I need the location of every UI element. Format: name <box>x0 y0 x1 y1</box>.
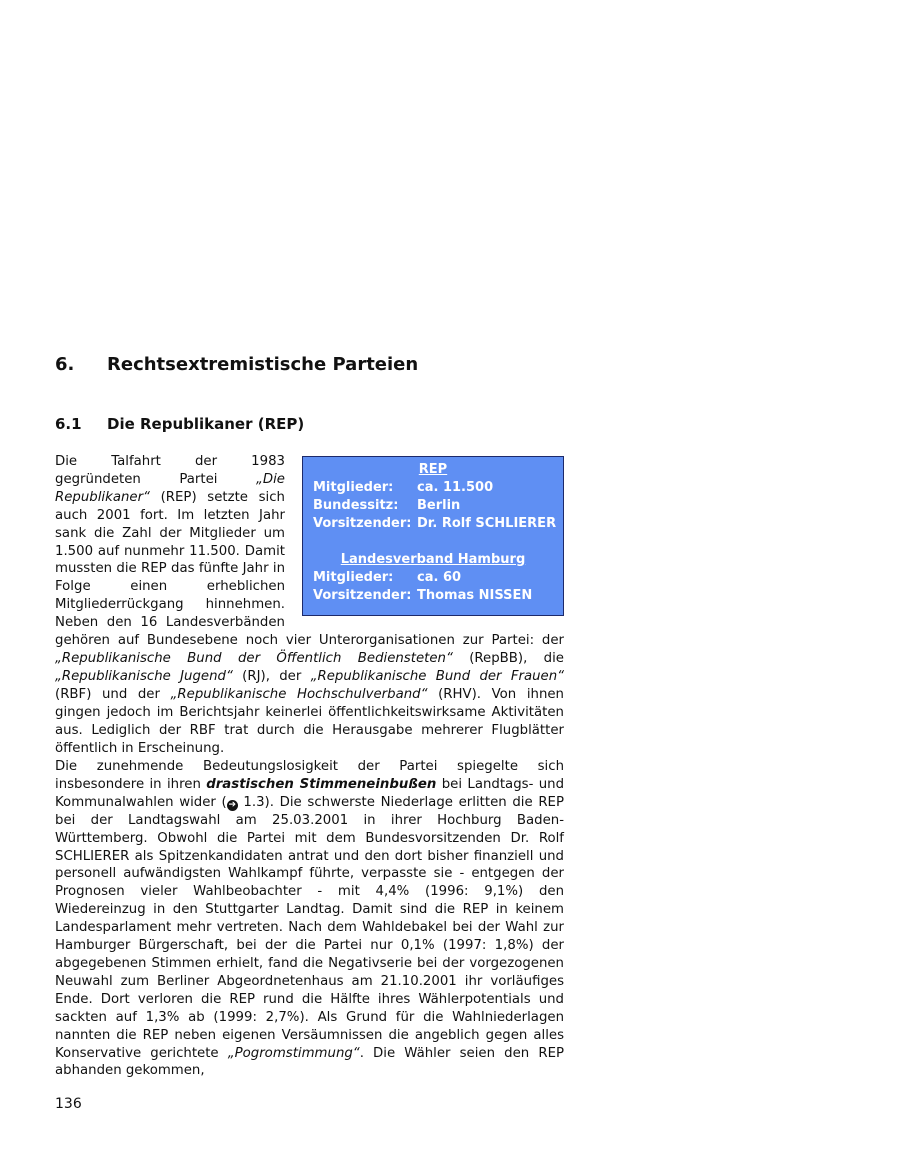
info-label: Mitglieder: <box>313 480 394 495</box>
organisation-name: „Republikanische Bund der Frauen“ <box>310 668 565 684</box>
info-row <box>313 515 563 533</box>
info-box-subtitle: Landesverband Hamburg <box>340 552 526 567</box>
emphasis: drastischen Stimmeneinbußen <box>206 776 437 792</box>
organisation-name: „Republikanische Hochschulverband“ <box>170 686 428 702</box>
info-box-title: REP <box>418 462 448 477</box>
info-box-spacer <box>313 533 563 551</box>
text-run: (RHV). Von ihnen gingen jedoch im Berichtsjahr keinerlei öffentlichkeitswirksame Aktivitäten aus. Lediglich der RBF trat durch die Herausgabe mehrerer Flugblätter öffentlich in Erscheinung. <box>55 686 564 756</box>
paragraph-2-text <box>55 758 564 1080</box>
paragraph-1 <box>55 453 564 757</box>
arrow-circle-icon: ➔ <box>228 799 236 810</box>
info-value: ca. 60 <box>417 570 462 585</box>
info-value: ca. 11.500 <box>417 480 494 495</box>
text-run: ). Die schwerste Niederlage erlitten die REP bei der Landtagswahl am 25.03.2001 in ihrer Hochburg Baden-Württemberg. Obwohl die Partei mit dem Bundesvorsitzenden Dr. Rolf SCHLIERER als Spitzenkandidaten antrat und den dort bisher finanziell und personell aufwändigsten Wahlkampf führte, verpasste sie - entgegen der Prognosen vieler Wahlbeobachter - mit 4,4% (1996: 9,1%) den Wiedereinzug in den Stuttgarter Landtag. Damit sind die REP in keinem Landesparlament mehr vertreten. Nach dem Wahldebakel bei der Wahl zur Hamburger Bürgerschaft, bei der die Partei nur 0,1% (1997: 1,8%) der abgegebenen Stimmen erhielt, fand die Negativserie bei der vorgezogenen Neuwahl zum Berliner Abgeordnetenhaus am 21.10.2001 ihr vorläufiges Ende. Dort verloren die REP rund die Hälfte ihres Wählerpotentials und sackten auf 1,3% ab (1999: 2,7%). Als Grund für die Wahlniederlagen nannten die REP neben eigenen Versäumnissen die angeblich gegen alles Konservative gerichtete <box>55 794 564 1061</box>
text-run: (RJ), der <box>232 668 311 684</box>
section-number: 6.1 <box>55 415 82 433</box>
organisation-name: „Republikanische Jugend“ <box>55 668 233 684</box>
info-label: Bundessitz: <box>313 498 399 513</box>
text-run: . Die Wähler seien den REP abhanden gekommen, <box>55 1045 564 1079</box>
text-run: (RepBB), die <box>452 650 564 666</box>
cross-reference[interactable]: 1.3 <box>243 794 265 810</box>
chapter-title: Rechtsextremistische Parteien <box>107 354 419 375</box>
info-row <box>313 587 563 605</box>
party-name: „Die Republikaner“ <box>55 471 285 505</box>
info-label: Vorsitzender: <box>313 516 412 531</box>
info-row <box>313 479 563 497</box>
info-value: Berlin <box>417 498 461 513</box>
info-value: Dr. Rolf SCHLIERER <box>417 516 557 531</box>
info-label: Mitglieder: <box>313 570 394 585</box>
page-number: 136 <box>55 1096 82 1112</box>
chapter-heading <box>55 354 418 375</box>
text-run: Die Talfahrt der 1983 gegründeten Partei <box>55 454 285 487</box>
section-heading <box>55 415 304 433</box>
info-value: Thomas NISSEN <box>417 588 533 603</box>
text-run: (REP) setzte sich auch 2001 fort. Im letzten Jahr sank die Zahl der Mitglieder um 1.500 auf nunmehr 11.500. Damit mussten die REP das fünfte Jahr in Folge einen erheblichen Mitgliederrückgang hinnehmen. Neben den 16 Landesverbänden gehören auf Bundesebene noch vier Unterorganisationen zur Partei: der <box>55 489 564 649</box>
organisation-name: „Republikanische Bund der Öffentlich Bediensteten“ <box>55 650 453 666</box>
chapter-number: 6. <box>55 354 75 375</box>
text-run: Die zunehmende Bedeutungslosigkeit der Partei spiegelte sich insbesondere in ihren <box>55 759 564 792</box>
quote: „Pogromstimmung“ <box>227 1045 360 1061</box>
info-row <box>313 497 563 515</box>
text-run: bei Landtags- und Kommunalwahlen wider ( <box>55 776 565 810</box>
paragraph-2 <box>55 758 564 1080</box>
text-run: (RBF) und der <box>55 686 171 702</box>
info-label: Vorsitzender: <box>313 588 412 603</box>
info-box <box>302 456 564 616</box>
section-title: Die Republikaner (REP) <box>107 415 305 433</box>
info-row <box>313 569 563 587</box>
